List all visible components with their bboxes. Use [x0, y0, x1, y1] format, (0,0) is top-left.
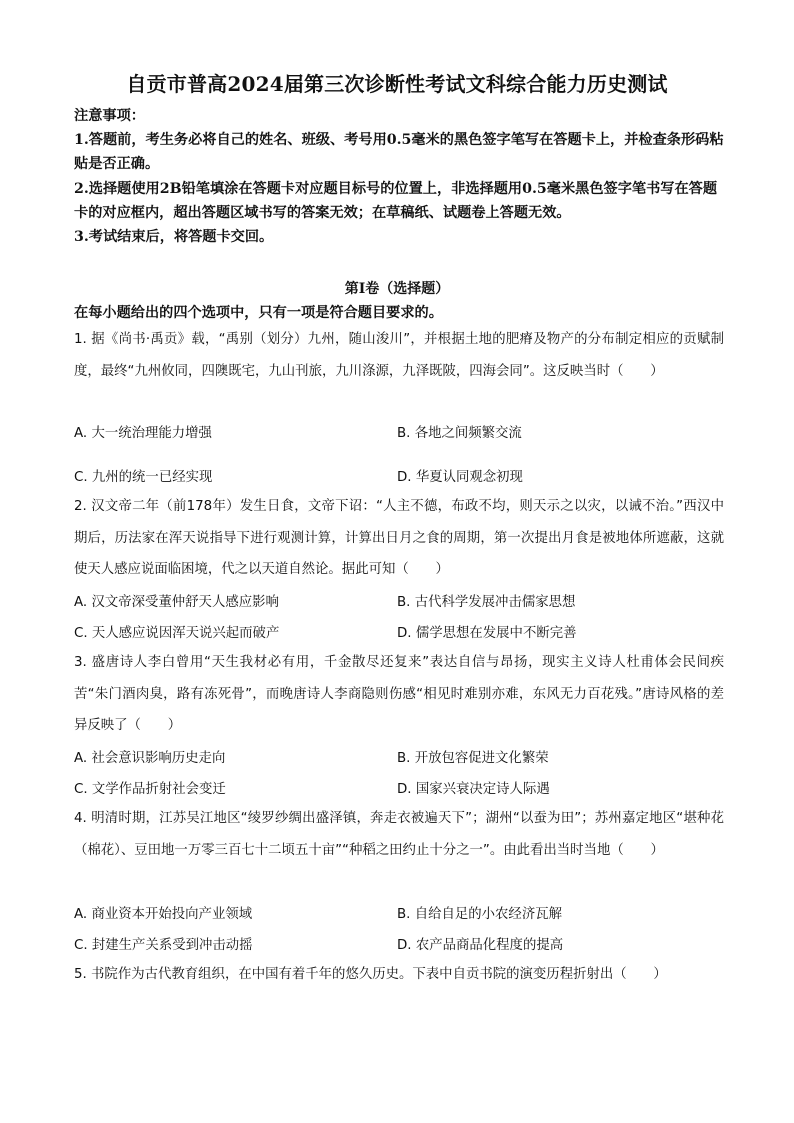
option-d: D. 华夏认同观念初现: [397, 470, 523, 485]
option-d: D. 农产品商品化程度的提高: [397, 938, 564, 953]
question-stem: 2. 汉文帝二年（前178年）发生日食，文帝下诏：“人主不德，布政不均，则天示之以灾，以诫不治。”西汉中期后，历法家在浑天说指导下进行观测计算，计算出日月之食的周期，第一次提出月食是被地体所遮蔽，这就使天人感应说面临困境，代之以天道自然论。据此可知（ ）: [74, 499, 724, 577]
question-2: [74, 491, 724, 586]
section-title: 第Ⅰ卷（选择题）: [344, 281, 450, 297]
question-2-options: [74, 591, 724, 621]
notes-item-3: 3.考试结束后，将答题卡交回。: [74, 229, 274, 246]
option-b: B. 开放包容促进文化繁荣: [397, 751, 549, 766]
question-1: [74, 324, 724, 387]
question-4-options: [74, 903, 724, 933]
question-1-options: [74, 422, 724, 452]
option-c: C. 九州的统一已经实现: [74, 470, 213, 485]
option-a: A. 社会意识影响历史走向: [74, 751, 226, 766]
option-a: A. 汉文帝深受董仲舒天人感应影响: [74, 595, 279, 610]
question-3: [74, 647, 724, 742]
option-a: A. 商业资本开始投向产业领域: [74, 907, 253, 922]
exam-notes: [74, 104, 724, 249]
option-b: B. 各地之间频繁交流: [397, 426, 522, 441]
option-b: B. 古代科学发展冲击儒家思想: [397, 595, 576, 610]
option-d: D. 儒学思想在发展中不断完善: [397, 626, 577, 641]
option-b: B. 自给自足的小农经济瓦解: [397, 907, 562, 922]
question-stem: 4. 明清时期，江苏吴江地区“绫罗纱绸出盛泽镇，奔走衣被遍天下”；湖州“以蚕为田”；苏州嘉定地区“堪种花（棉花）、豆田地一万零三百七十二顷五十亩”“种稻之田约止十分之一”。由此看出当时当地（ ）: [74, 811, 724, 858]
question-stem: 1. 据《尚书·禹贡》载，“禹别（划分）九州，随山浚川”，并根据土地的肥瘠及物产的分布制定相应的贡赋制度，最终“九州攸同，四隩既宅，九山刊旅，九川涤源，九泽既陂，四海会同”。这反映当时（ ）: [74, 332, 724, 379]
notes-heading: 注意事项：: [74, 108, 145, 124]
option-c: C. 文学作品折射社会变迁: [74, 782, 226, 797]
option-a: A. 大一统治理能力增强: [74, 426, 212, 441]
notes-item-2: 2.选择题使用2B铅笔填涂在答题卡对应题目标号的位置上，非选择题用0.5毫米黑色签字笔书写在答题卡的对应框内，超出答题区域书写的答案无效；在草稿纸、试题卷上答题无效。: [74, 180, 718, 221]
notes-item-1: 1.答题前，考生务必将自己的姓名、班级、考号用0.5毫米的黑色签字笔写在答题卡上，并检查条形码粘贴是否正确。: [74, 132, 724, 173]
question-stem: 3. 盛唐诗人李白曾用“天生我材必有用，千金散尽还复来”表达自信与昂扬，现实主义诗人杜甫体会民间疾苦“朱门酒肉臭，路有冻死骨”，而晚唐诗人李商隐则伤感“相见时难别亦难，东风无力百花残。”唐诗风格的差异反映了（ ）: [74, 655, 724, 733]
section-instruction: 在每小题给出的四个选项中，只有一项是符合题目要求的。: [74, 305, 443, 321]
option-c: C. 封建生产关系受到冲击动摇: [74, 938, 253, 953]
question-4: [74, 803, 724, 866]
question-5: [74, 959, 724, 991]
option-c: C. 天人感应说因浑天说兴起而破产: [74, 626, 280, 641]
option-d: D. 国家兴衰决定诗人际遇: [397, 782, 550, 797]
question-stem: 5. 书院作为古代教育组织，在中国有着千年的悠久历史。下表中自贡书院的演变历程折射出（ ）: [74, 967, 667, 982]
question-3-options: [74, 747, 724, 777]
page-title: 自贡市普高2024届第三次诊断性考试文科综合能力历史测试: [126, 72, 668, 96]
